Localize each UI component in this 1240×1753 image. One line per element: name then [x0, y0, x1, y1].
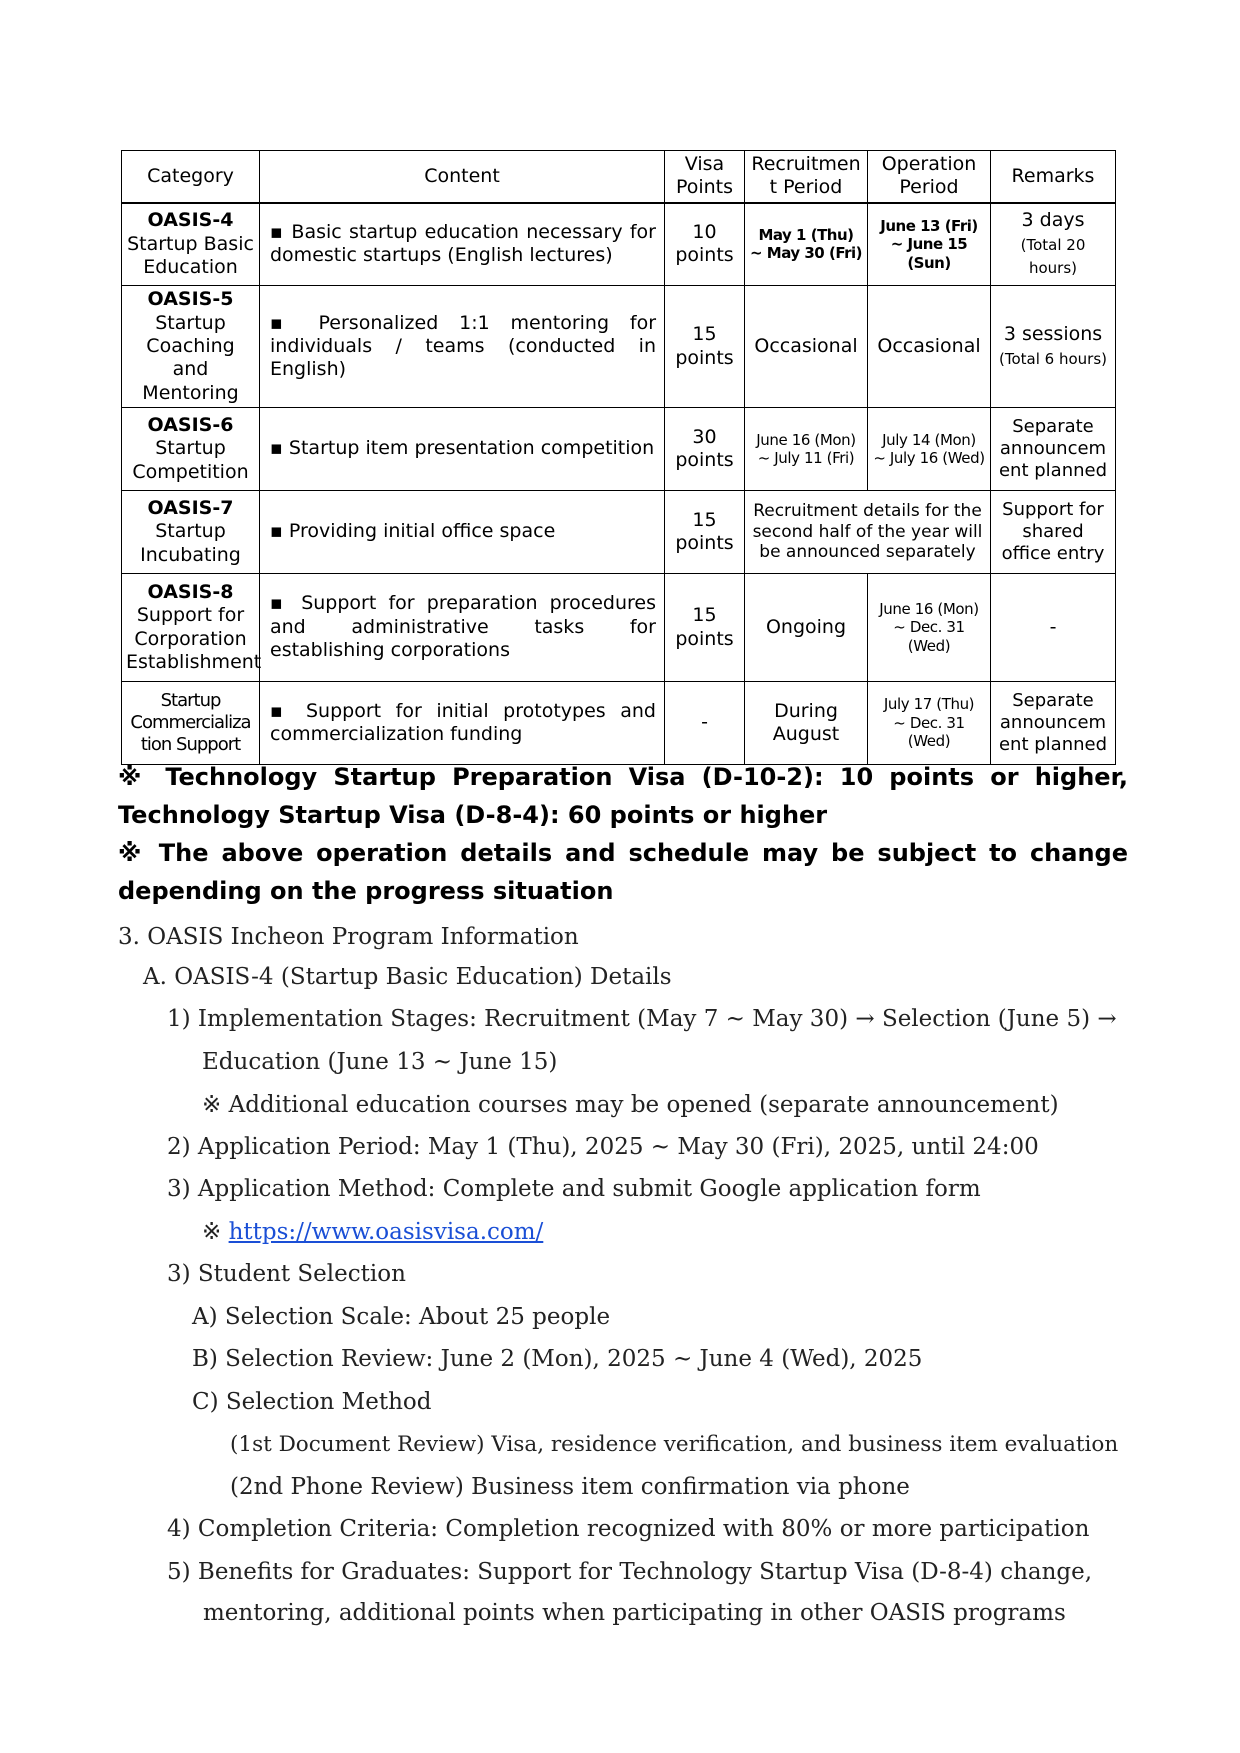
category-cell: Startup Commercializa tion Support — [122, 682, 260, 765]
points-cell: 10 points — [665, 203, 745, 286]
header-remarks: Remarks — [991, 151, 1116, 203]
graduate-benefits: 5) Benefits for Graduates: Support for Technology Startup Visa (D-8-4) change, — [167, 1559, 1093, 1585]
operation-cell: July 14 (Mon) ~ July 16 (Wed) — [868, 408, 991, 491]
header-visa-points: Visa Points — [665, 151, 745, 203]
remarks-cell: Separate announcem ent planned — [991, 408, 1116, 491]
selection-scale: A) Selection Scale: About 25 people — [192, 1304, 611, 1330]
content-cell: ▪ Startup item presentation competition — [260, 408, 665, 491]
table-notes — [118, 758, 1128, 910]
student-selection: 3) Student Selection — [167, 1261, 406, 1287]
table-row — [122, 491, 1116, 574]
application-period: 2) Application Period: May 1 (Thu), 2025 ~ May 30 (Fri), 2025, until 24:00 — [167, 1134, 1039, 1160]
operation-cell: Occasional — [868, 286, 991, 408]
header-recruitment-period: Recruitmen t Period — [745, 151, 868, 203]
recruitment-cell: Ongoing — [745, 574, 868, 682]
table-row — [122, 574, 1116, 682]
selection-method: C) Selection Method — [192, 1389, 432, 1415]
recruitment-cell: During August — [745, 682, 868, 765]
subsection-heading: A. OASIS-4 (Startup Basic Education) Details — [143, 964, 672, 990]
remarks-cell: Separate announcem ent planned — [991, 682, 1116, 765]
content-cell: ▪ Basic startup education necessary for domestic startups (English lectures) — [260, 203, 665, 286]
document-review: (1st Document Review) Visa, residence verification, and business item evaluation — [230, 1432, 1119, 1457]
operation-cell: June 13 (Fri) ~ June 15 (Sun) — [868, 203, 991, 286]
content-cell: ▪ Support for initial prototypes and commercialization funding — [260, 682, 665, 765]
merged-period-cell: Recruitment details for the second half of the year will be announced separately — [745, 491, 991, 574]
table-row — [122, 682, 1116, 765]
note-schedule-change: ※ The above operation details and schedule may be subject to change depending on the progress situation — [118, 839, 1128, 905]
recruitment-cell: Occasional — [745, 286, 868, 408]
table-row — [122, 408, 1116, 491]
application-link-line — [202, 1219, 543, 1245]
table-row — [122, 286, 1116, 408]
content-cell: ▪ Support for preparation procedures and administrative tasks for establishing corporations — [260, 574, 665, 682]
note-visa-points: ※ Technology Startup Preparation Visa (D-10-2): 10 points or higher, Technology Startup Visa (D-8-4): 60 points or higher — [118, 763, 1128, 829]
graduate-benefits-cont: mentoring, additional points when participating in other OASIS programs — [203, 1600, 1066, 1626]
table-header-row — [122, 151, 1116, 203]
table-row — [122, 203, 1116, 286]
points-cell: 15 points — [665, 574, 745, 682]
reference-mark: ※ — [202, 1219, 222, 1245]
application-method: 3) Application Method: Complete and submit Google application form — [167, 1176, 981, 1202]
points-cell: 15 points — [665, 286, 745, 408]
operation-cell: July 17 (Thu) ~ Dec. 31 (Wed) — [868, 682, 991, 765]
points-cell: - — [665, 682, 745, 765]
header-content: Content — [260, 151, 665, 203]
program-table — [121, 150, 1116, 765]
additional-courses-note: ※ Additional education courses may be opened (separate announcement) — [202, 1092, 1059, 1118]
category-cell: OASIS-8 Support for Corporation Establishment — [122, 574, 260, 682]
category-cell: OASIS-7 Startup Incubating — [122, 491, 260, 574]
header-category: Category — [122, 151, 260, 203]
category-cell: OASIS-6 Startup Competition — [122, 408, 260, 491]
content-cell: ▪ Personalized 1:1 mentoring for individuals / teams (conducted in English) — [260, 286, 665, 408]
selection-review: B) Selection Review: June 2 (Mon), 2025 ~ June 4 (Wed), 2025 — [192, 1346, 923, 1372]
remarks-cell: 3 days (Total 20 hours) — [991, 203, 1116, 286]
remarks-cell: Support for shared office entry — [991, 491, 1116, 574]
points-cell: 30 points — [665, 408, 745, 491]
remarks-cell: 3 sessions (Total 6 hours) — [991, 286, 1116, 408]
implementation-stages: 1) Implementation Stages: Recruitment (May 7 ~ May 30) → Selection (June 5) → — [167, 1006, 1117, 1032]
recruitment-cell: June 16 (Mon) ~ July 11 (Fri) — [745, 408, 868, 491]
phone-review: (2nd Phone Review) Business item confirmation via phone — [230, 1474, 910, 1500]
implementation-stages-cont: Education (June 13 ~ June 15) — [202, 1049, 558, 1075]
content-cell: ▪ Providing initial office space — [260, 491, 665, 574]
oasis-visa-link[interactable]: https://www.oasisvisa.com/ — [228, 1219, 544, 1245]
category-cell: OASIS-4 Startup Basic Education — [122, 203, 260, 286]
category-cell: OASIS-5 Startup Coaching and Mentoring — [122, 286, 260, 408]
section-heading: 3. OASIS Incheon Program Information — [118, 924, 579, 950]
header-operation-period: Operation Period — [868, 151, 991, 203]
remarks-cell: - — [991, 574, 1116, 682]
operation-cell: June 16 (Mon) ~ Dec. 31 (Wed) — [868, 574, 991, 682]
completion-criteria: 4) Completion Criteria: Completion recognized with 80% or more participation — [167, 1516, 1090, 1542]
recruitment-cell: May 1 (Thu) ~ May 30 (Fri) — [745, 203, 868, 286]
points-cell: 15 points — [665, 491, 745, 574]
